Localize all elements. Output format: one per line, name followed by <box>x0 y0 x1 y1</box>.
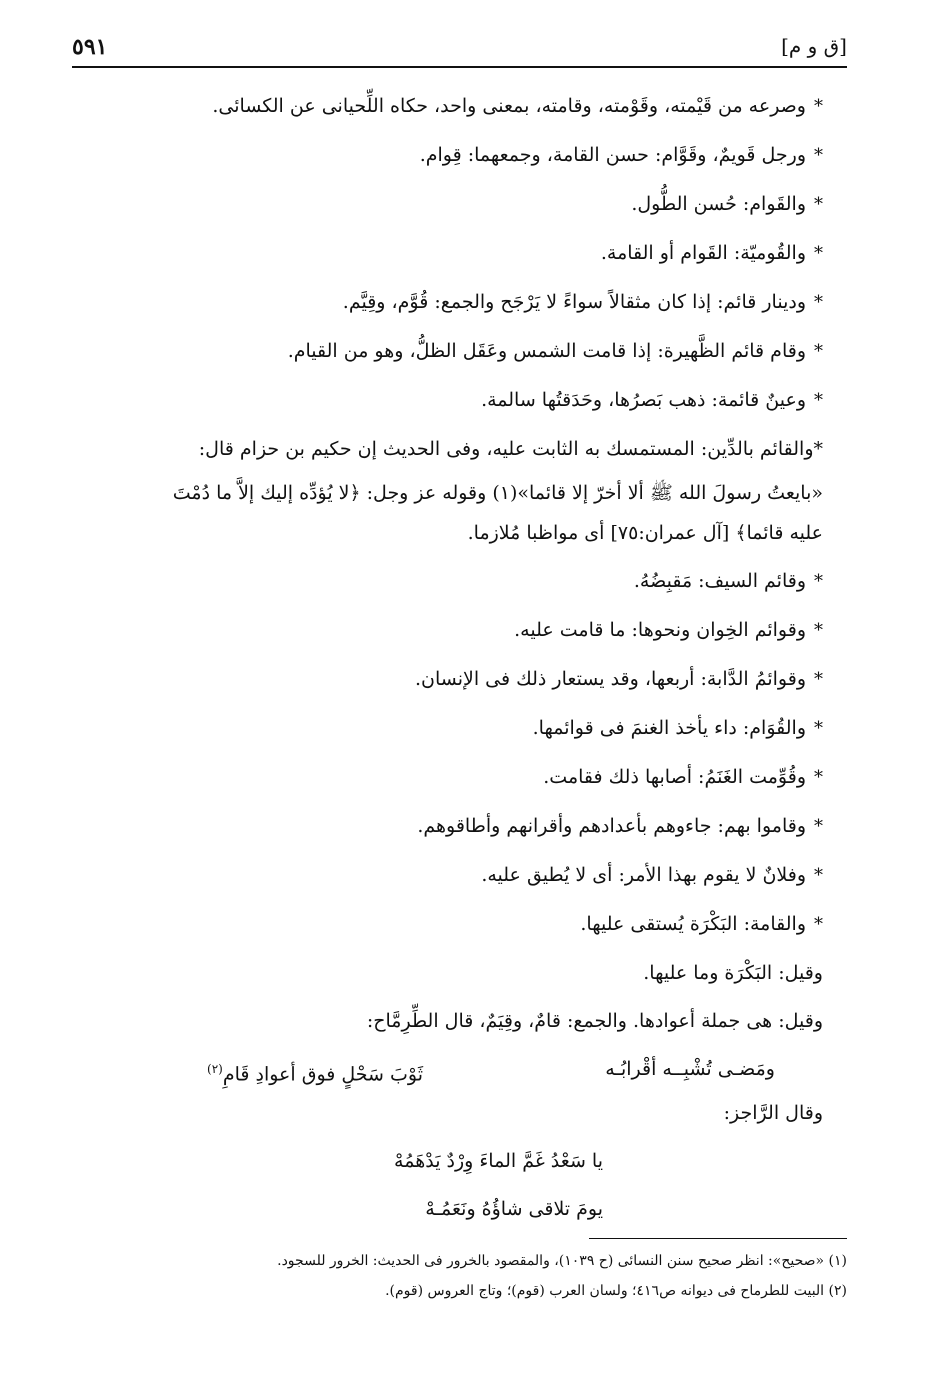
entry-marker: * <box>814 816 823 837</box>
footnote-number: (١) <box>828 1253 847 1269</box>
entry <box>71 606 823 655</box>
entry <box>71 327 823 376</box>
footnote-rule <box>589 1238 847 1239</box>
entry-text: والقُوَام: داء يأخذ الغنمَ فى قوائمها. <box>532 717 806 739</box>
entry-text: وقاموا بهم: جاءوهم بأعدادهم وأقرانهم وأطاقوهم. <box>417 815 806 837</box>
running-head: [ق و م] <box>781 34 847 58</box>
footnote-number: (٢) <box>828 1283 847 1299</box>
entry <box>71 802 823 851</box>
second-hemistich <box>207 1045 423 1098</box>
entry-text: ودينار قائم: إذا كان مثقالاً سواءً لا يَرْجَح والجمع: قُوَّم، وقِيَّم. <box>342 291 806 313</box>
entry-marker: * <box>814 145 823 166</box>
entry-marker: * <box>814 767 823 788</box>
entry-marker: * <box>814 718 823 739</box>
entry <box>71 753 823 802</box>
footnote <box>87 1276 847 1306</box>
second-hemistich-text: ثَوْبَ سَحْلٍ فوق أعوادِ قَامِ <box>222 1063 423 1086</box>
header-rule <box>72 66 847 68</box>
entry-marker: * <box>814 571 823 592</box>
page-header <box>72 28 847 68</box>
entry-text: وعينٌ قائمة: ذهب بَصرُها، وحَدَقتُها سالمة. <box>481 389 806 411</box>
hadith-paragraph-line <box>71 429 823 469</box>
first-hemistich: ومَضـى تُشْبِــه أقْرابُـه <box>605 1058 775 1080</box>
entry-text: وصرعه من قَيْمته، وقَوْمته، وقامته، بمعنى واحد، حكاه اللِّحيانى عن الكسائى. <box>212 95 806 117</box>
footnotes <box>87 1246 847 1306</box>
entry-marker: * <box>814 914 823 935</box>
entry-text: وقوائمُ الدَّابة: أربعها، وقد يستعار ذلك فى الإنسان. <box>415 668 806 690</box>
footnote <box>87 1246 847 1276</box>
verse-line <box>71 1045 823 1089</box>
plain-line: وقيل: البَكْرَة وما عليها. <box>643 962 823 984</box>
body-text <box>71 82 823 1233</box>
entry <box>71 900 823 949</box>
entry <box>71 376 823 425</box>
entry-marker: * <box>814 669 823 690</box>
entry-text: وقائم السيف: مَقبِضُهُ. <box>633 570 806 592</box>
entry-marker: * <box>814 292 823 313</box>
footnote-text: البيت للطرماح فى ديوانه ص٤١٦؛ ولسان العرب (قوم)؛ وتاج العروس (قوم). <box>385 1283 825 1299</box>
footnote-ref: (٢) <box>207 1062 223 1076</box>
entry-text: والقُوميّة: القَوام أو القامة. <box>600 242 806 264</box>
hadith-paragraph-line <box>71 513 823 553</box>
paragraph-text: والقائم بالدِّين: المستمسك به الثابت عليه، وفى الحديث إن حكيم بن حزام قال: <box>198 438 814 460</box>
entry-marker: * <box>814 341 823 362</box>
paragraph-text: عليه قائما﴾ [آل عمران:٧٥] أى مواظبا مُلازما. <box>467 522 823 544</box>
plain-line: وقيل: هى جملة أعوادها. والجمع: قامٌ، وقِيَمٌ، قال الطِّرِمَّاح: <box>366 1010 823 1032</box>
entry <box>71 655 823 704</box>
entry <box>71 82 823 131</box>
entry-marker: * <box>814 865 823 886</box>
entry-marker: * <box>814 96 823 117</box>
entry-marker: * <box>814 620 823 641</box>
entry-marker: * <box>814 390 823 411</box>
entry-text: وقوائم الخِوان ونحوها: ما قامت عليه. <box>514 619 806 641</box>
entry <box>71 278 823 327</box>
rajaz-line: يا سَعْدُ غَمَّ الماءَ وِرْدٌ يَدْهَمُهْ <box>394 1150 603 1172</box>
entry-text: والقامة: البَكْرَة يُستقى عليها. <box>580 913 806 935</box>
rajaz-line: يومَ تلاقى شاؤُهُ ونَعَمُـهْ <box>425 1198 603 1220</box>
entry-marker: * <box>814 243 823 264</box>
entry <box>71 557 823 606</box>
entry-text: والقَوام: حُسن الطُّول. <box>631 193 806 215</box>
entry <box>71 180 823 229</box>
entry-text: وفلانٌ لا يقوم بهذا الأمر: أى لا يُطيق عليه. <box>481 864 806 886</box>
entry-marker: * <box>813 438 823 460</box>
rajaz-intro: وقال الرَّاجز: <box>723 1102 823 1124</box>
hadith-paragraph-line <box>71 473 823 513</box>
entry-text: وقام قائم الظَّهيرة: إذا قامت الشمس وعَقَل الظلُّ، وهو من القيام. <box>287 340 806 362</box>
entry <box>71 229 823 278</box>
entry-text: ورجل قَويمٌ، وقَوَّام: حسن القامة، وجمعهما: قِوام. <box>419 144 806 166</box>
entry <box>71 131 823 180</box>
entry-marker: * <box>814 194 823 215</box>
paragraph-text: «بايعتُ رسولَ الله ﷺ ألا أخرّ إلا قائما»(١) وقوله عز وجل: ﴿لا يُؤدِّه إليك إلاَّ ما دُمْتَ <box>172 482 823 504</box>
entry-text: وقُوِّمت الغَنَمُ: أصابها ذلك فقامت. <box>543 766 806 788</box>
entry <box>71 704 823 753</box>
entry <box>71 851 823 900</box>
page-number: ٥٩١ <box>72 34 108 60</box>
footnote-text: «صحيح»: انظر صحيح سنن النسائى (ح ١٠٣٩)، والمقصود بالخرور فى الحديث: الخرور للسجود. <box>277 1253 825 1269</box>
